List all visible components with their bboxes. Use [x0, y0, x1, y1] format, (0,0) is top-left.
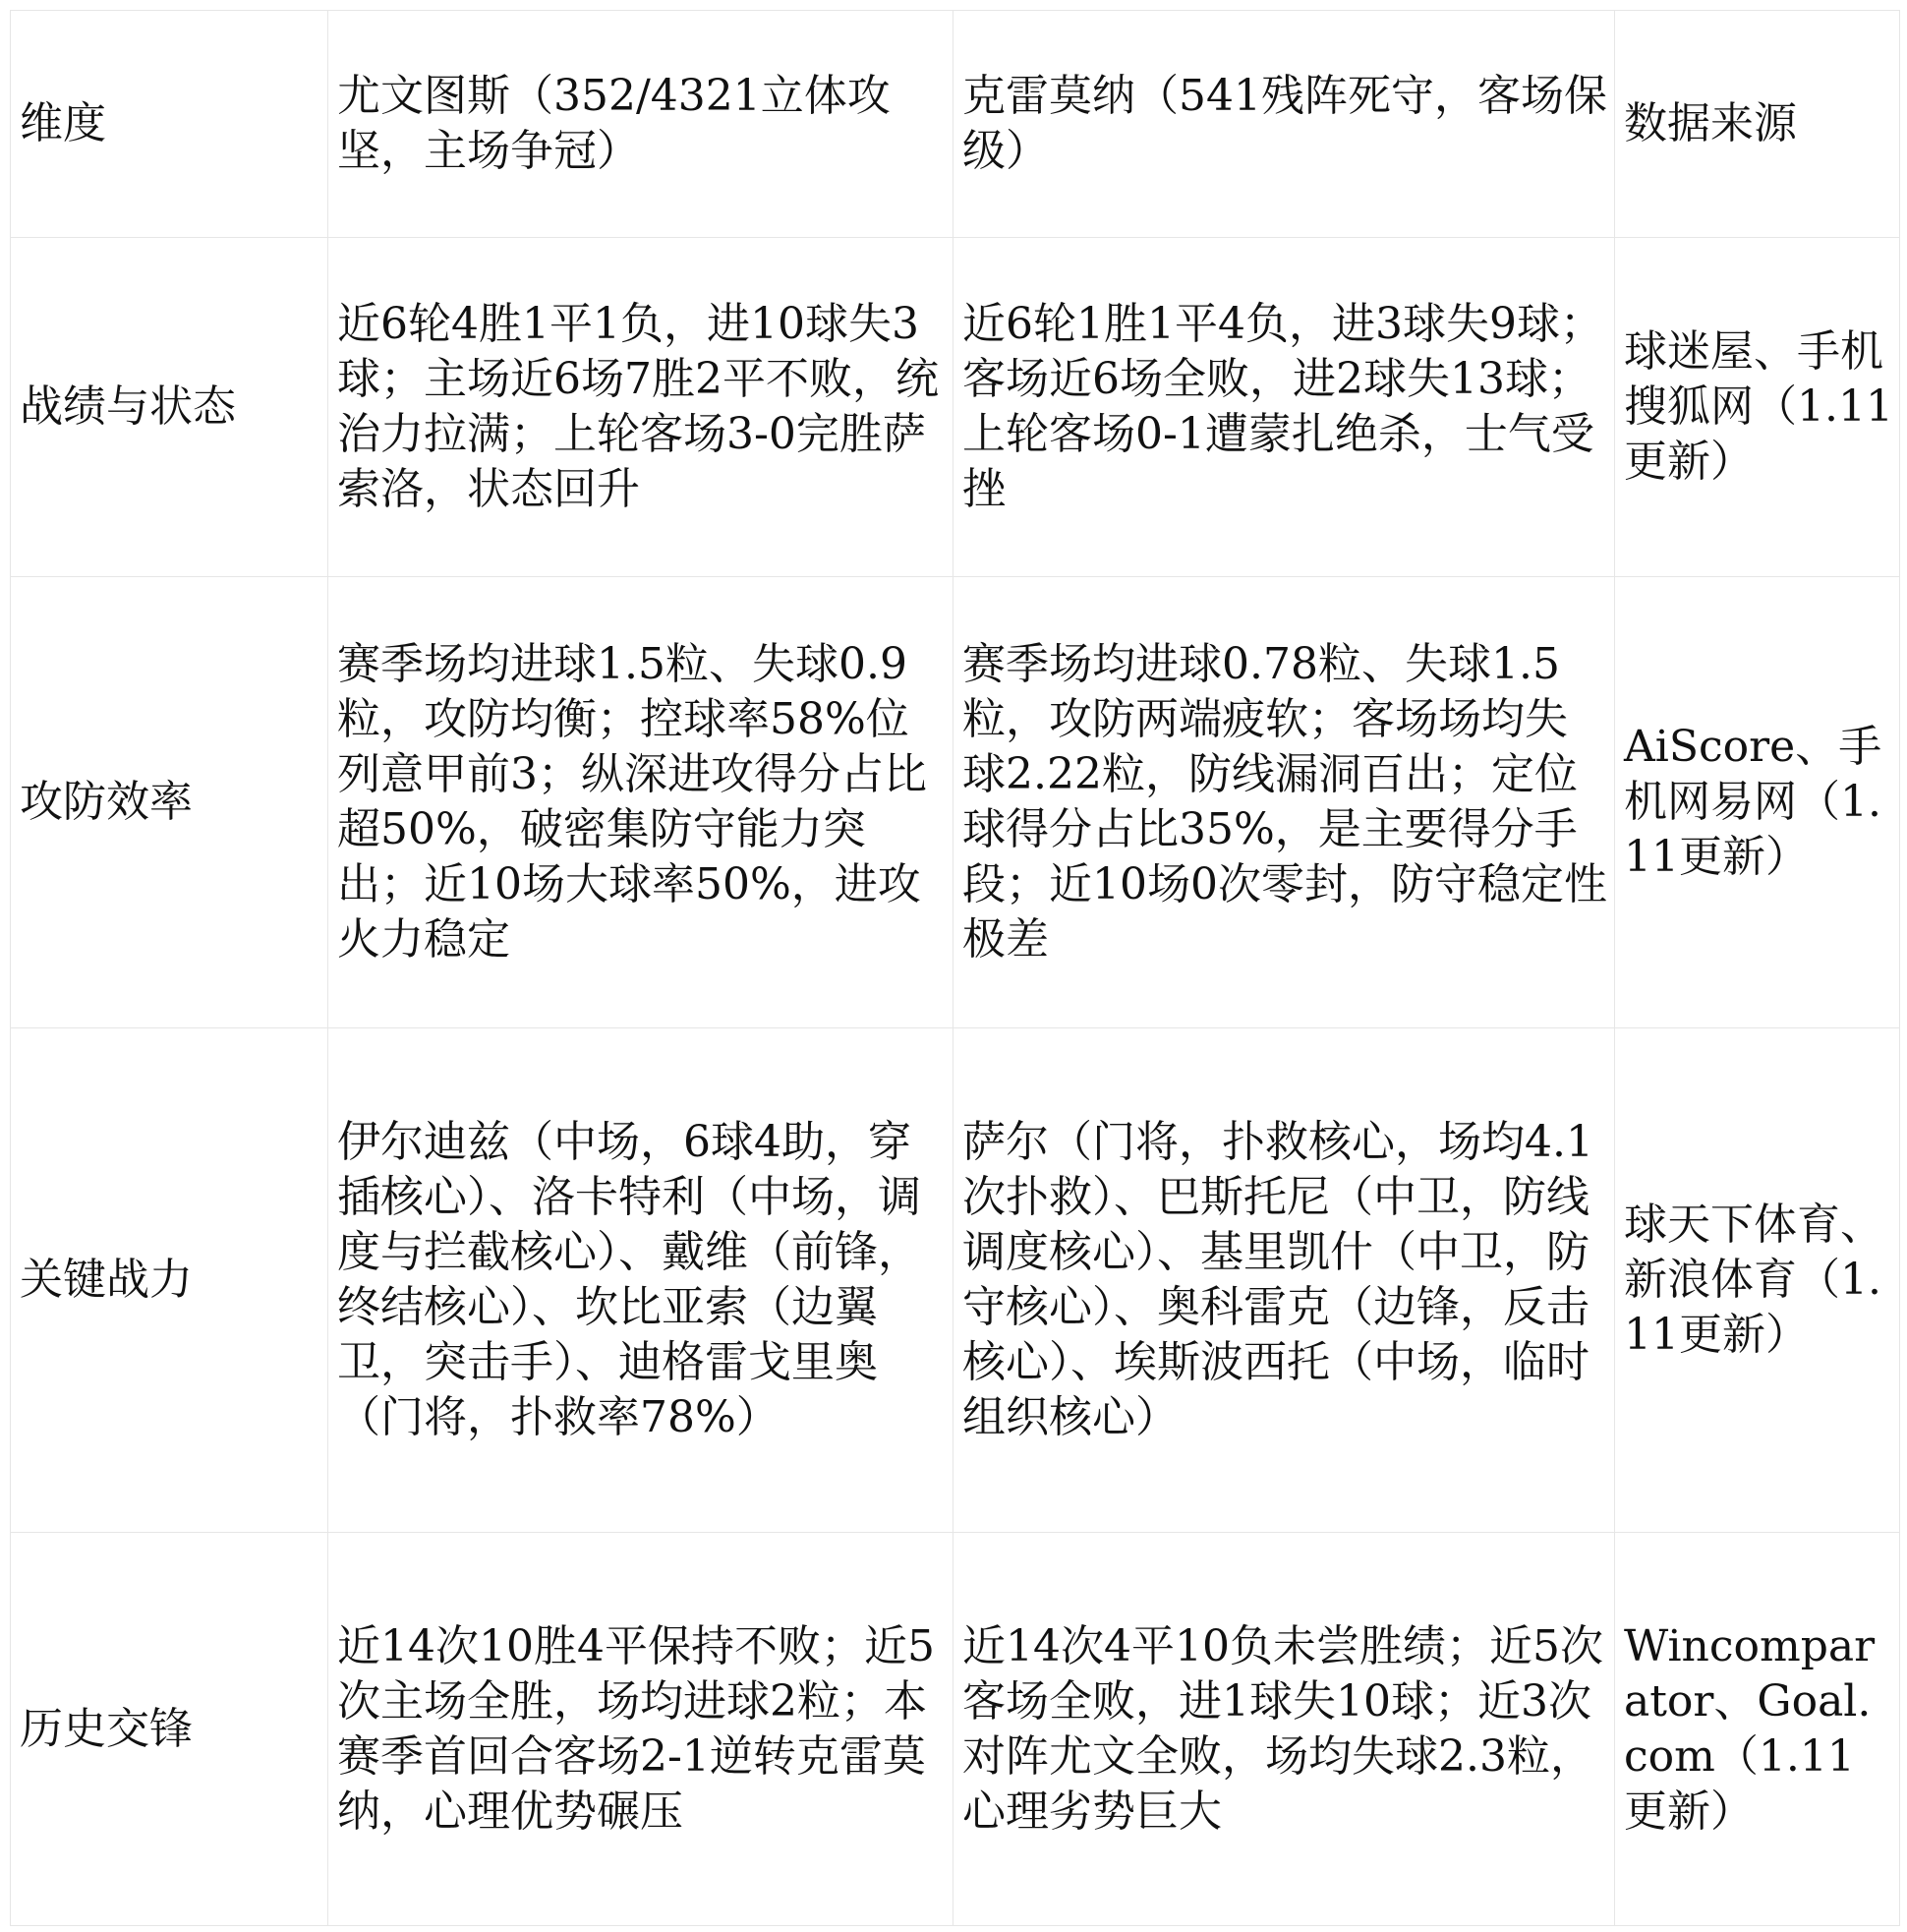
cremonese-cell: 萨尔（门将，扑救核心，场均4.1次扑救）、巴斯托尼（中卫，防线调度核心）、基里凯什（中卫，防守核心）、奥科雷克（边锋，反击核心）、埃斯波西托（中场，临时组织核心）	[954, 1028, 1615, 1533]
table-row	[11, 577, 1900, 1028]
table-row	[11, 1533, 1900, 1926]
source-cell: AiScore、手机网易网（1.11更新）	[1615, 577, 1900, 1028]
juventus-cell: 伊尔迪兹（中场，6球4助，穿插核心）、洛卡特利（中场，调度与拦截核心）、戴维（前锋，终结核心）、坎比亚索（边翼卫，突击手）、迪格雷戈里奥（门将，扑救率78%）	[328, 1028, 954, 1533]
comparison-table	[10, 10, 1900, 1926]
header-cell-source: 数据来源	[1615, 11, 1900, 238]
row-label: 历史交锋	[11, 1533, 328, 1926]
cremonese-cell: 赛季场均进球0.78粒、失球1.5粒，攻防两端疲软；客场场均失球2.22粒，防线漏洞百出；定位球得分占比35%，是主要得分手段；近10场0次零封，防守稳定性极差	[954, 577, 1615, 1028]
source-cell: 球迷屋、手机搜狐网（1.11更新）	[1615, 238, 1900, 577]
cremonese-cell: 近14次4平10负未尝胜绩；近5次客场全败，进1球失10球；近3次对阵尤文全败，场均失球2.3粒，心理劣势巨大	[954, 1533, 1615, 1926]
juventus-cell: 近6轮4胜1平1负，进10球失3球；主场近6场7胜2平不败，统治力拉满；上轮客场3-0完胜萨索洛，状态回升	[328, 238, 954, 577]
header-cell-dimension: 维度	[11, 11, 328, 238]
source-cell: 球天下体育、新浪体育（1.11更新）	[1615, 1028, 1900, 1533]
table-row	[11, 238, 1900, 577]
juventus-cell: 赛季场均进球1.5粒、失球0.9粒，攻防均衡；控球率58%位列意甲前3；纵深进攻得分占比超50%，破密集防守能力突出；近10场大球率50%，进攻火力稳定	[328, 577, 954, 1028]
cremonese-cell: 近6轮1胜1平4负，进3球失9球；客场近6场全败，进2球失13球；上轮客场0-1遭蒙扎绝杀，士气受挫	[954, 238, 1615, 577]
row-label: 攻防效率	[11, 577, 328, 1028]
source-cell: Wincomparator、Goal.com（1.11更新）	[1615, 1533, 1900, 1926]
juventus-cell: 近14次10胜4平保持不败；近5次主场全胜，场均进球2粒；本赛季首回合客场2-1逆转克雷莫纳，心理优势碾压	[328, 1533, 954, 1926]
row-label: 关键战力	[11, 1028, 328, 1533]
header-cell-cremonese: 克雷莫纳（541残阵死守，客场保级）	[954, 11, 1615, 238]
header-row	[11, 11, 1900, 238]
header-cell-juventus: 尤文图斯（352/4321立体攻坚，主场争冠）	[328, 11, 954, 238]
row-label: 战绩与状态	[11, 238, 328, 577]
table-row	[11, 1028, 1900, 1533]
